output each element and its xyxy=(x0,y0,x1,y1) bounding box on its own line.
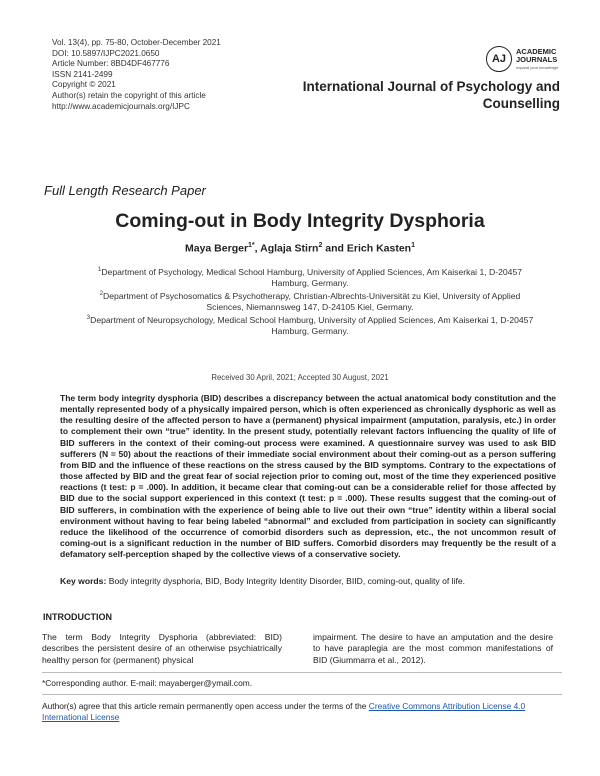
author-list xyxy=(0,242,600,255)
logo-line2: JOURNALS xyxy=(516,55,558,64)
affiliation-text: Sciences, Niemannsweg 147, D-24105 Kiel, Germany. xyxy=(206,302,414,313)
license-text: Author(s) agree that this article remain permanently open access under the terms of the xyxy=(42,701,369,711)
paper-title: Coming-out in Body Integrity Dysphoria xyxy=(115,210,485,232)
author-name: Aglaja Stirn xyxy=(260,242,319,255)
author-separator: , xyxy=(254,242,261,255)
author-sup: 1 xyxy=(411,242,415,249)
author-sup: 1* xyxy=(248,242,255,249)
received-accepted-dates: Received 30 April, 2021; Accepted 30 August, 2021 xyxy=(211,373,389,382)
logo-tagline: expand your knowledge xyxy=(516,65,559,70)
author-separator: and xyxy=(322,242,347,255)
section-heading-introduction: INTRODUCTION xyxy=(43,612,112,622)
affiliation-text: Hamburg, Germany. xyxy=(271,278,349,289)
meta-retain: Author(s) retain the copyright of this article xyxy=(52,90,206,100)
corresponding-author: *Corresponding author. E-mail: mayaberger@ymail.com. xyxy=(42,678,253,688)
affiliation-2 xyxy=(50,289,570,313)
journal-name-line1: International Journal of Psychology and xyxy=(302,79,560,94)
meta-url: http://www.academicjournals.org/IJPC xyxy=(52,101,190,111)
keywords-label: Key words: xyxy=(60,576,107,586)
affiliation-text: Hamburg, Germany. xyxy=(271,326,349,337)
affiliation-text: Department of Psychology, Medical School Hamburg, University of Applied Sciences, Am Kaiserkai 1, D-20457 xyxy=(101,266,522,277)
journal-name-line2: Counselling xyxy=(482,96,560,111)
academic-journals-logo xyxy=(486,46,562,74)
affiliation-1 xyxy=(50,265,570,289)
affiliation-sup: 2 xyxy=(99,291,104,297)
meta-doi: DOI: 10.5897/IJPC2021.0650 xyxy=(52,48,160,58)
paper-type: Full Length Research Paper xyxy=(44,183,206,198)
journal-name xyxy=(290,78,560,112)
logo-mark: AJ xyxy=(486,46,512,72)
affiliation-text: Department of Neuropsychology, Medical School Hamburg, University of Applied Sciences, Am Kaiserkai 1, D-20457 xyxy=(90,314,534,325)
affiliation-sup: 3 xyxy=(86,315,91,321)
logo-wordmark xyxy=(516,48,557,64)
meta-volume: Vol. 13(4), pp. 75-80, October-December 2021 xyxy=(52,38,221,47)
footnote-divider xyxy=(42,672,562,673)
abstract: The term body integrity dysphoria (BID) describes a discrepancy between the actual anatomical body constitution and the mentally represented body of a physically impaired person, which is often experienced as chronically dysphoric as well as the resulting desire of the affected person to have a (permanent) physical impairment (amputation, paralysis, etc.) in order to complement their own “true” identity. In the present study, potentially relevant factors influencing the quality of life of BID sufferers in the context of their coming-out process were examined. A questionnaire survey was used to ask BID sufferers (N = 50) about the reactions of their immediate social environment about their coming-out as a person suffering from BID and the influence of these reactions on the stress caused by the BID symptoms. Contrary to the expectations of those affected by BID and the great fear of social rejection prior to coming out, most of the time they experienced positive reactions (t test: p = .000). In addition, it became clear that coming-out can be a considerable relief for those affected by BID due to the social support experienced in this context (t test: p = .000). These results suggest that the coming-out of BID sufferers, in combination with the experience of being able to live out their own “true” identity within a liberal social environment without having to fear being labeled “abnormal” and excluded from participation in society can significantly reduce the likelihood of the occurrence of comorbid disorders such as depression, etc., the not uncommon result of coming-out is a significant reduction in the number of BID suffers. Comorbid disorders may frequently be the result of a defamatory self-perception shaped by the collective views of a conservative society. xyxy=(60,393,556,560)
meta-article-number: Article Number: 8BD4DF467776 xyxy=(52,59,170,69)
logo-line1: ACADEMIC xyxy=(516,47,557,56)
body-column-left: The term Body Integrity Dysphoria (abbreviated: BID) describes the persistent desire of an otherwise psychiatrically healthy person for (permanent) physical xyxy=(42,632,282,665)
affiliation-sup: 1 xyxy=(98,267,102,273)
affiliation-text: Department of Psychosomatics & Psychotherapy, Christian-Albrechts-Universität zu Kiel, University of Applied xyxy=(103,290,521,301)
author-sup: 2 xyxy=(318,242,323,249)
keywords xyxy=(60,576,556,586)
license-notice xyxy=(42,701,567,723)
keywords-text: Body integrity dysphoria, BID, Body Integrity Identity Disorder, BIID, coming-out, quality of life. xyxy=(106,576,466,586)
author-name: Maya Berger xyxy=(185,242,249,255)
license-link[interactable]: Creative Commons Attribution License 4.0 International License xyxy=(42,701,526,722)
body-column-right: impairment. The desire to have an amputation and the desire to have paraplegia are the most common manifestations of BID (Giummarra et al., 2012). xyxy=(313,632,553,665)
license-divider xyxy=(42,694,562,695)
meta-issn: ISSN 2141-2499 xyxy=(52,69,113,79)
affiliation-3 xyxy=(50,313,570,337)
author-name: Erich Kasten xyxy=(346,242,412,255)
meta-copyright: Copyright © 2021 xyxy=(52,80,116,90)
article-metadata xyxy=(52,38,221,112)
